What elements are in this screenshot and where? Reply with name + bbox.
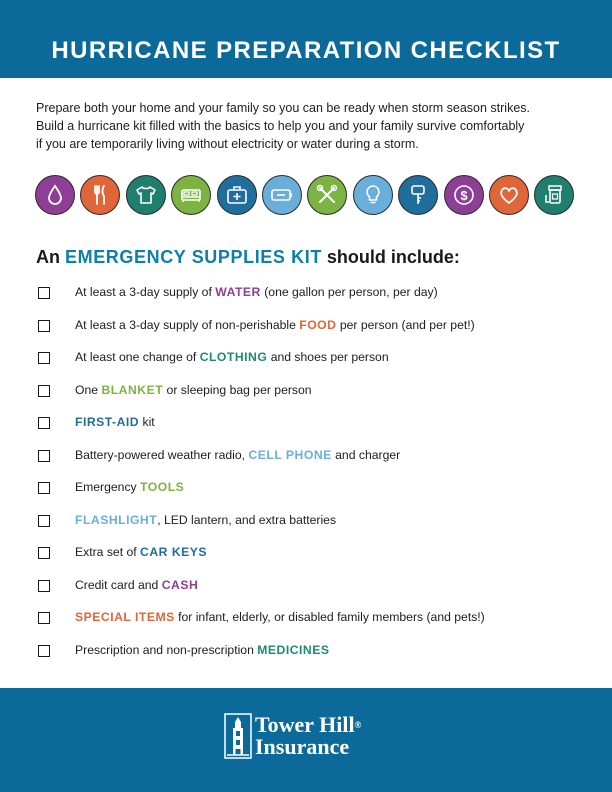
checklist-item xyxy=(36,609,596,629)
checklist-item xyxy=(36,414,596,434)
checklist-item-label xyxy=(75,383,312,397)
item-keyword: FLASHLIGHT xyxy=(75,512,158,527)
intro-line: if you are temporarily living without electricity or water during a storm. xyxy=(36,137,419,151)
checklist-item xyxy=(36,447,596,467)
checklist-item xyxy=(36,317,596,337)
checkbox[interactable] xyxy=(38,645,50,657)
kit-heading-prefix: An xyxy=(36,247,65,267)
item-keyword: SPECIAL ITEMS xyxy=(75,610,175,624)
item-text: One xyxy=(75,382,102,397)
checklist-item-label xyxy=(75,285,438,299)
checkbox[interactable] xyxy=(38,352,50,364)
registered-mark: ® xyxy=(354,720,362,730)
checklist-item-label xyxy=(75,610,485,624)
checkbox[interactable] xyxy=(38,417,50,429)
kit-heading-suffix: should include: xyxy=(321,247,460,267)
fork-knife-icon xyxy=(80,175,120,215)
page-title: HURRICANE PREPARATION CHECKLIST xyxy=(51,37,561,64)
item-text: At least a 3-day supply of xyxy=(75,285,216,299)
checkbox[interactable] xyxy=(38,320,50,332)
svg-text:$: $ xyxy=(460,188,468,203)
first-aid-kit-icon xyxy=(217,175,257,215)
checklist-item-label xyxy=(75,318,475,332)
item-text: At least one change of xyxy=(75,350,200,364)
medicine-bottle-icon xyxy=(534,175,574,215)
logo-line2: Insurance xyxy=(255,734,350,759)
car-key-icon xyxy=(398,175,438,215)
checklist-item xyxy=(36,577,596,597)
checkbox[interactable] xyxy=(38,547,50,559)
item-text: or sleeping bag per person xyxy=(163,382,312,397)
item-text: Battery-powered weather radio, xyxy=(75,447,249,462)
tools-icon xyxy=(307,175,347,215)
dollar-icon xyxy=(444,175,484,215)
tower-hill-logo xyxy=(224,713,394,763)
footer-banner xyxy=(0,688,612,792)
bed-icon xyxy=(171,175,211,215)
heart-icon xyxy=(489,175,529,215)
item-keyword: CASH xyxy=(161,577,199,592)
item-text: Emergency xyxy=(75,480,141,494)
intro-line: Prepare both your home and your family so you can be ready when storm season strikes. xyxy=(36,101,531,115)
checklist-item xyxy=(36,479,596,499)
checklist-item xyxy=(36,544,596,564)
checklist-item-label xyxy=(75,448,400,462)
kit-heading xyxy=(36,247,460,268)
item-keyword: FOOD xyxy=(299,317,337,332)
checklist-item-label xyxy=(75,513,336,527)
checklist-item-label xyxy=(75,643,329,657)
logo-line1: Tower Hill xyxy=(255,712,355,737)
item-keyword: FIRST-AID xyxy=(75,415,140,429)
tower-icon xyxy=(224,713,252,759)
phone-battery-icon xyxy=(262,175,302,215)
item-keyword: MEDICINES xyxy=(257,642,330,657)
item-text: kit xyxy=(139,415,155,429)
checklist-item-label xyxy=(75,350,389,364)
item-text: Extra set of xyxy=(75,545,141,559)
checklist-item xyxy=(36,512,596,532)
checkbox[interactable] xyxy=(38,450,50,462)
checklist-item-label xyxy=(75,480,184,494)
item-text: At least a 3-day supply of non-perishable xyxy=(75,317,300,332)
checkbox[interactable] xyxy=(38,482,50,494)
checklist-item-label xyxy=(75,578,198,592)
intro-paragraph xyxy=(36,99,581,153)
water-drop-icon xyxy=(35,175,75,215)
checklist-item xyxy=(36,382,596,402)
kit-heading-highlight: EMERGENCY SUPPLIES KIT xyxy=(65,247,322,267)
checklist-item xyxy=(36,284,596,304)
checkbox[interactable] xyxy=(38,287,50,299)
item-keyword: WATER xyxy=(215,285,261,299)
checkbox[interactable] xyxy=(38,515,50,527)
item-keyword: TOOLS xyxy=(140,480,185,494)
checklist-item xyxy=(36,642,596,662)
item-text: and charger xyxy=(331,447,401,462)
item-text: for infant, elderly, or disabled family members (and pets!) xyxy=(174,610,485,624)
item-keyword: CAR KEYS xyxy=(140,545,208,559)
item-text: Credit card and xyxy=(75,577,162,592)
checkbox[interactable] xyxy=(38,385,50,397)
item-text: and shoes per person xyxy=(267,350,389,364)
header-banner xyxy=(0,0,612,78)
checkbox[interactable] xyxy=(38,580,50,592)
item-keyword: CELL PHONE xyxy=(248,447,332,462)
checklist-item-label xyxy=(75,545,207,559)
checklist-item-label xyxy=(75,415,155,429)
item-text: Prescription and non-prescription xyxy=(75,642,258,657)
item-text: (one gallon per person, per day) xyxy=(260,285,438,299)
shirt-icon xyxy=(126,175,166,215)
checkbox[interactable] xyxy=(38,612,50,624)
item-keyword: CLOTHING xyxy=(199,350,268,364)
item-text: , LED lantern, and extra batteries xyxy=(157,512,337,527)
checklist-item xyxy=(36,349,596,369)
logo-text xyxy=(255,714,361,736)
light-bulb-icon xyxy=(353,175,393,215)
intro-line: Build a hurricane kit filled with the basics to help you and your family survive comfortably xyxy=(36,119,525,133)
item-keyword: BLANKET xyxy=(101,382,164,397)
item-text: per person (and per pet!) xyxy=(336,317,475,332)
